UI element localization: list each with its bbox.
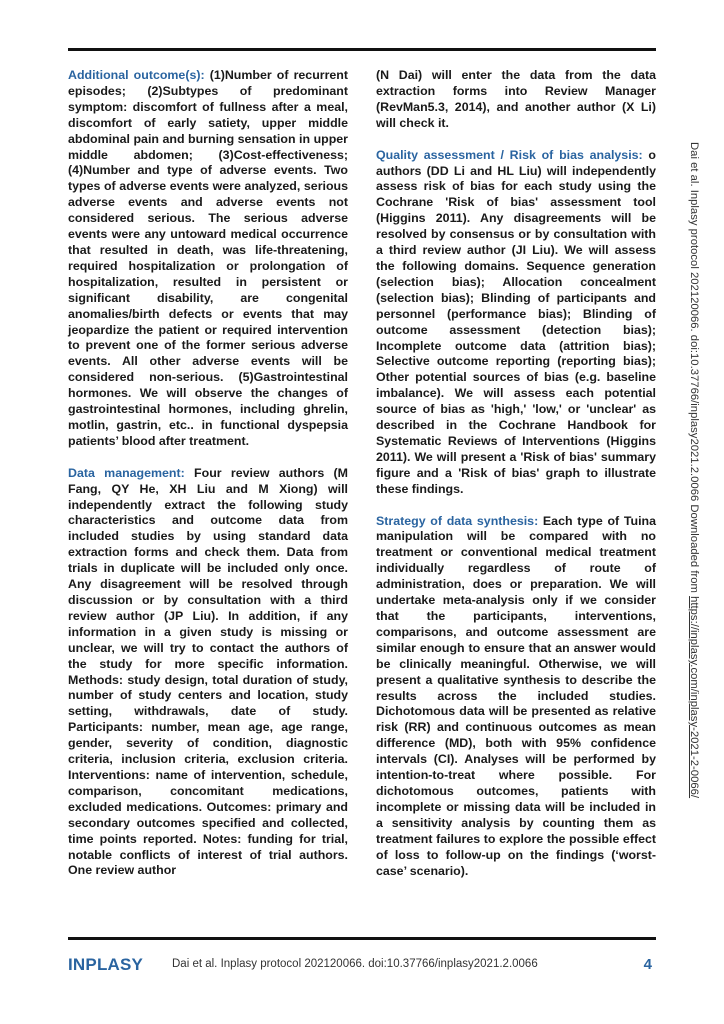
data-synthesis-section <box>376 514 656 880</box>
data-synthesis-heading: Strategy of data synthesis: <box>376 513 539 528</box>
quality-assessment-section <box>376 148 656 498</box>
left-column <box>68 68 348 895</box>
inplasy-logo: INPLASY <box>68 955 144 974</box>
side-note-text: Dai et al. Inplasy protocol 202120066. doi:10.37766/inplasy2021.2.0066 Downloaded from <box>688 142 700 597</box>
additional-outcomes-heading: Additional outcome(s): <box>68 68 205 82</box>
data-synthesis-text: Each type of Tuina manipulation will be compared with no treatment or conventional medical treatment individually regardless of route of administration, does or preparation. We will undertake meta-analysis only if we consider that the participants, interventions, comparisons, and outcome assessment are similar enough to ensure that an answer would be clinically meaningful. Otherwise, we will present a qualitative synthesis to describe the results across the included studies. Dichotomous data will be presented as relative risk (RR) and continuous outcomes as mean difference (MD), both with 95% confidence intervals (CI). Analyses will be performed by intention-to-treat where possible. For dichotomous outcomes, patients with incomplete or missing data will be included in a sensitivity analysis by counting them as treatment failures to explore the possible effect of loss to follow-up on the findings (‘worst-case’ scenario). <box>376 513 656 878</box>
top-rule <box>68 48 656 51</box>
data-management-text: Four review authors (M Fang, QY He, XH Liu and M Xiong) will independently extract the following study characteristics and outcome data from included studies by using standard data extraction forms and check them. Data from trials in duplicate will be included only once. Any disagreement will be resolved through discussion or by consultation with a third review author (JP Liu). In addition, if any information in a given study is missing or unclear, we will try to contact the authors of the study for more specific information. Methods: study design, total duration of study, number of study centers and location, study setting, withdrawals, date of study. Participants: number, mean age, age range, gender, severity of condition, diagnostic criteria, inclusion criteria, exclusion criteria. Interventions: name of intervention, schedule, comparison, concomitant medications, excluded medications. Outcomes: primary and secondary outcomes specified and collected, time points reported. Notes: funding for trial, notable conflicts of interest of trial authors. One review author <box>68 465 348 878</box>
data-management-section <box>68 466 348 880</box>
data-management-heading: Data management: <box>68 465 185 480</box>
data-management-continued-text: (N Dai) will enter the data from the data extraction forms into Review Manager (RevMan5.3, 2014), and another author (X Li) will check it. <box>376 68 656 130</box>
side-download-note <box>688 142 700 902</box>
additional-outcomes-section <box>68 68 348 450</box>
page-number: 4 <box>643 956 652 973</box>
quality-assessment-text: o authors (DD Li and HL Liu) will independently assess risk of bias for each study using the Cochrane 'Risk of bias' assessment tool (Higgins 2011). Any disagreements will be resolved by consensus or by consultation with a third review author (JI Liu). We will assess the following domains. Sequence generation (selection bias); Allocation concealment (selection bias); Blinding of participants and personnel (performance bias); Blinding of outcome assessment (detection bias); Incomplete outcome data (attrition bias); Selective outcome reporting (reporting bias); Other potential sources of bias (e.g. baseline imbalance). We will assess each potential source of bias as 'high,' 'low,' or 'unclear' as described in the Cochrane Handbook for Systematic Reviews of Interventions (Higgins 2011). We will present a 'Risk of bias' summary figure and a 'Risk of bias' graph to illustrate these findings. <box>376 147 657 496</box>
download-link[interactable]: https://inplasy.com/inplasy-2021-2-0066/ <box>688 596 700 799</box>
data-management-continued <box>376 68 656 132</box>
right-column <box>376 68 656 895</box>
page-footer <box>68 955 656 979</box>
quality-assessment-heading: Quality assessment / Risk of bias analysis: <box>376 147 643 162</box>
bottom-rule <box>68 937 656 940</box>
footer-citation: Dai et al. Inplasy protocol 202120066. doi:10.37766/inplasy2021.2.0066 <box>172 958 538 970</box>
additional-outcomes-text: (1)Number of recurrent episodes; (2)Subtypes of predominant symptom: discomfort of fullness after a meal, discomfort of early satiety, upper middle abdominal pain and burning sensation in upper middle abdomen; (3)Cost-effectiveness; (4)Number and type of adverse events. Two types of adverse events were analyzed, serious adverse events and adverse events not considered serious. The serious adverse events were any untoward medical occurrence that resulted in death, was life-threatening, required hospitalization or prolongation of hospitalization, resulted in persistent or significant disability, are congenital anomalies/birth defects or events that may jeopardize the patient or required intervention to prevent one of the former serious adverse events. All other adverse events will be considered non-serious. (5)Gastrointestinal hormones. We will observe the changes of gastrointestinal hormones, including ghrelin, motlin, gastrin, etc.. in functional dyspepsia patients’ blood after treatment. <box>68 68 348 448</box>
